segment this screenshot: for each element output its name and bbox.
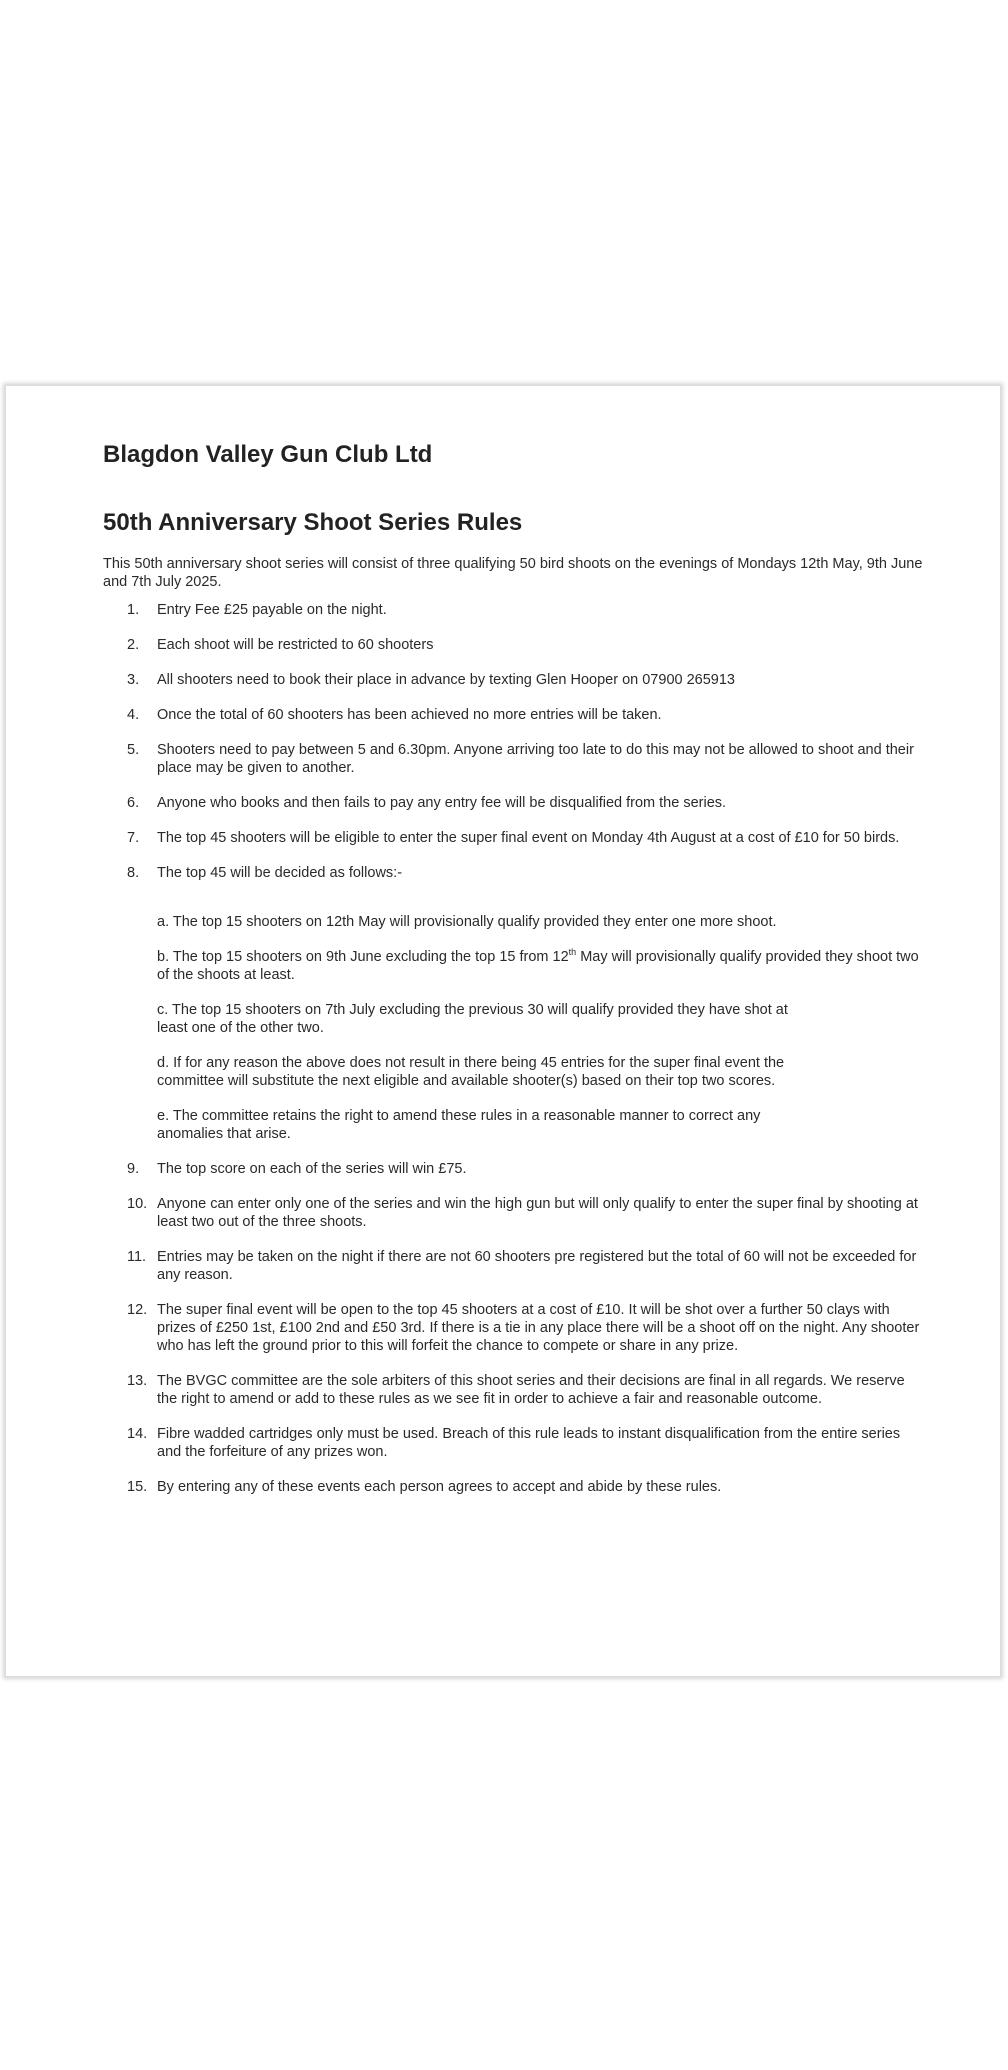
subrule-b-superscript: th: [568, 947, 577, 958]
rule-item: [103, 1195, 923, 1231]
org-title: Blagdon Valley Gun Club Ltd: [103, 441, 433, 468]
rule-text: The BVGC committee are the sole arbiters of this shoot series and their decisions are final in all regards. We reserve the right to amend or add to these rules as we see fit in order to achieve a fair and reasonable outcome.: [157, 1373, 905, 1407]
subrule-b-text: b. The top 15 shooters on 9th June excluding the top 15 from 12: [157, 949, 569, 965]
rule-text: Anyone can enter only one of the series and win the high gun but will only qualify to enter the super final by shooting at least two out of the three shoots.: [157, 1196, 918, 1230]
rule-text: Each shoot will be restricted to 60 shooters: [157, 637, 434, 653]
rule-item: [103, 636, 923, 654]
subrule-b-text-end: May will provisionally qualify provided they shoot two of the shoots at least.: [157, 949, 919, 983]
rule-item: [103, 1248, 923, 1284]
rule-number: 5.: [127, 742, 140, 758]
rule-number: 11.: [127, 1249, 147, 1265]
rules-list: [103, 601, 923, 1496]
rule-item: [103, 601, 923, 619]
rule-text: The top score on each of the series will win £75.: [157, 1161, 467, 1177]
rule-text: Anyone who books and then fails to pay any entry fee will be disqualified from the series.: [157, 795, 727, 811]
rule-number: 14.: [127, 1426, 148, 1442]
rule-number: 10.: [127, 1196, 148, 1212]
rule-text: Fibre wadded cartridges only must be used. Breach of this rule leads to instant disqualification from the entire series and the forfeiture of any prizes won.: [157, 1426, 901, 1460]
rule-item: [103, 1160, 923, 1178]
rule-number: 3.: [127, 672, 140, 688]
subrule-e: e. The committee retains the right to amend these rules in a reasonable manner to correct any anomalies that arise.: [157, 1108, 761, 1142]
rule-number: 6.: [127, 795, 140, 811]
rule-number: 2.: [127, 637, 140, 653]
rule-text: Entries may be taken on the night if there are not 60 shooters pre registered but the total of 60 will not be exceeded for any reason.: [157, 1249, 917, 1283]
subrule-c: c. The top 15 shooters on 7th July excluding the previous 30 will qualify provided they have shot at least one of the other two.: [157, 1002, 788, 1036]
subrule-b: [157, 948, 923, 984]
rule-item: [103, 706, 923, 724]
rule-text: The top 45 shooters will be eligible to enter the super final event on Monday 4th August at a cost of £10 for 50 birds.: [157, 830, 900, 846]
rule-text: The super final event will be open to the top 45 shooters at a cost of £10. It will be shot over a further 50 clays with prizes of £250 1st, £100 2nd and £50 3rd. If there is a tie in any place there will be a shoot off on the night. Any shooter who has left the ground prior to this will forfeit the chance to compete or share in any prize.: [157, 1302, 920, 1354]
rule-text: Entry Fee £25 payable on the night.: [157, 602, 387, 618]
doc-title: 50th Anniversary Shoot Series Rules: [103, 509, 523, 536]
rule-text: Shooters need to pay between 5 and 6.30pm. Anyone arriving too late to do this may not be allowed to shoot and their place may be given to another.: [157, 742, 914, 776]
rule-number: 15.: [127, 1479, 148, 1495]
rule-item: [103, 1372, 923, 1408]
subrule-d: d. If for any reason the above does not result in there being 45 entries for the super final event the committee will substitute the next eligible and available shooter(s) based on their top two scores.: [157, 1055, 785, 1089]
rule-number: 9.: [127, 1161, 140, 1177]
rule-item: [103, 794, 923, 812]
rule-item: [103, 1478, 923, 1496]
rule-item: [103, 1425, 923, 1461]
rule-number: 8.: [127, 865, 140, 881]
rule-item: [103, 741, 923, 777]
rule-item: [103, 671, 923, 689]
rule-text: The top 45 will be decided as follows:-: [157, 865, 403, 881]
rule-number: 13.: [127, 1373, 148, 1389]
rule-text: All shooters need to book their place in advance by texting Glen Hooper on 07900 265913: [157, 672, 735, 688]
rule-number: 4.: [127, 707, 140, 723]
subrule-a: a. The top 15 shooters on 12th May will provisionally qualify provided they enter one more shoot.: [157, 914, 777, 930]
rule-item: [103, 864, 923, 1143]
rule-item: [103, 1301, 923, 1355]
rule-text: Once the total of 60 shooters has been achieved no more entries will be taken.: [157, 707, 662, 723]
subrules-list: [157, 913, 923, 1143]
document-page: [6, 386, 1000, 1676]
document-content: [103, 440, 923, 1513]
intro-paragraph: This 50th anniversary shoot series will consist of three qualifying 50 bird shoots on the evenings of Mondays 12th May, 9th June and 7th July 2025.: [103, 556, 923, 590]
rule-text: By entering any of these events each person agrees to accept and abide by these rules.: [157, 1479, 722, 1495]
rule-number: 1.: [127, 602, 140, 618]
rule-item: [103, 829, 923, 847]
rule-number: 7.: [127, 830, 140, 846]
rule-number: 12.: [127, 1302, 148, 1318]
